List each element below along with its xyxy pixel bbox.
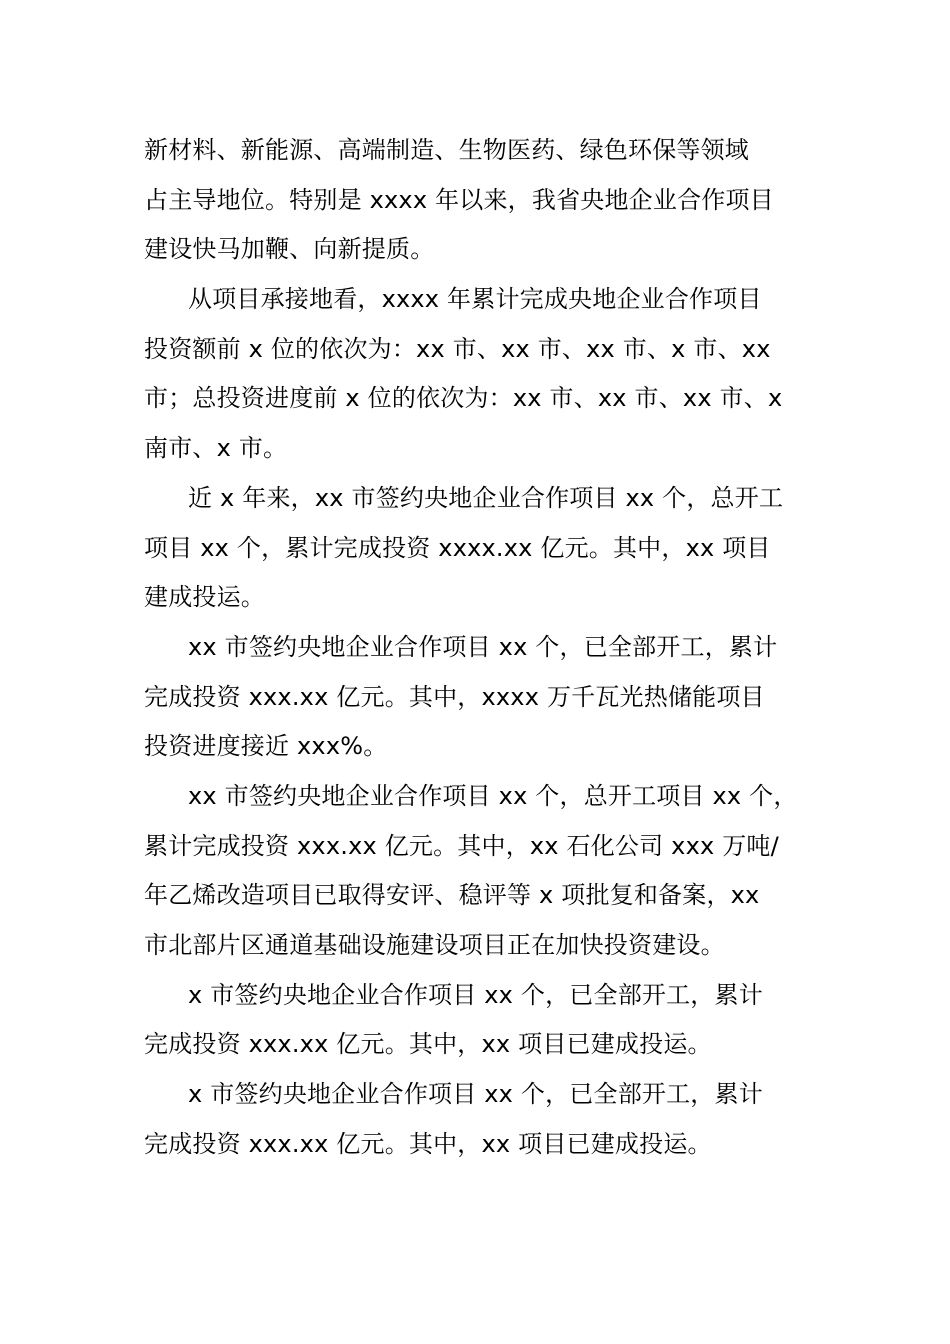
text-line: 投资额前 x 位的依次为：xx 市、xx 市、xx 市、x 市、xx <box>144 334 771 363</box>
paragraph <box>144 772 809 971</box>
text-line: 完成投资 xxx.xx 亿元。其中，xx 项目已建成投运。 <box>144 1129 712 1158</box>
paragraph <box>144 275 809 474</box>
text-line: x 市签约央地企业合作项目 xx 个，已全部开工，累计 <box>188 1080 763 1109</box>
paragraph <box>144 474 809 623</box>
text-line: 建设快马加鞭、向新提质。 <box>144 235 435 264</box>
text-line: 占主导地位。特别是 xxxx 年以来，我省央地企业合作项目 <box>144 185 774 214</box>
text-line: 项目 xx 个，累计完成投资 xxxx.xx 亿元。其中，xx 项目 <box>144 533 771 562</box>
text-line: 近 x 年来，xx 市签约央地企业合作项目 xx 个，总开工 <box>188 483 784 512</box>
paragraph <box>144 623 809 772</box>
paragraph <box>144 971 809 1070</box>
text-line: 年乙烯改造项目已取得安评、稳评等 x 项批复和备案，xx <box>144 881 760 910</box>
text-line: 完成投资 xxx.xx 亿元。其中，xx 项目已建成投运。 <box>144 1030 712 1059</box>
text-line: 完成投资 xxx.xx 亿元。其中，xxxx 万千瓦光热储能项目 <box>144 682 765 711</box>
text-line: 从项目承接地看，xxxx 年累计完成央地企业合作项目 <box>188 285 762 314</box>
text-line: 南市、x 市。 <box>144 434 288 463</box>
text-line: xx 市签约央地企业合作项目 xx 个，总开工项目 xx 个， <box>188 781 798 810</box>
paragraph <box>144 1070 809 1169</box>
text-line: xx 市签约央地企业合作项目 xx 个，已全部开工，累计 <box>188 632 778 661</box>
text-line: 建成投运。 <box>144 583 265 612</box>
text-line: 市北部片区通道基础设施建设项目正在加快投资建设。 <box>144 931 725 959</box>
document-body <box>144 126 809 1169</box>
text-line: 投资进度接近 xxx%。 <box>144 732 388 761</box>
text-line: x 市签约央地企业合作项目 xx 个，已全部开工，累计 <box>188 980 763 1009</box>
paragraph <box>144 126 809 275</box>
text-line: 累计完成投资 xxx.xx 亿元。其中，xx 石化公司 xxx 万吨/ <box>144 831 779 860</box>
text-line: 新材料、新能源、高端制造、生物医药、绿色环保等领域 <box>144 136 749 164</box>
text-line: 市；总投资进度前 x 位的依次为：xx 市、xx 市、xx 市、x <box>144 384 783 413</box>
